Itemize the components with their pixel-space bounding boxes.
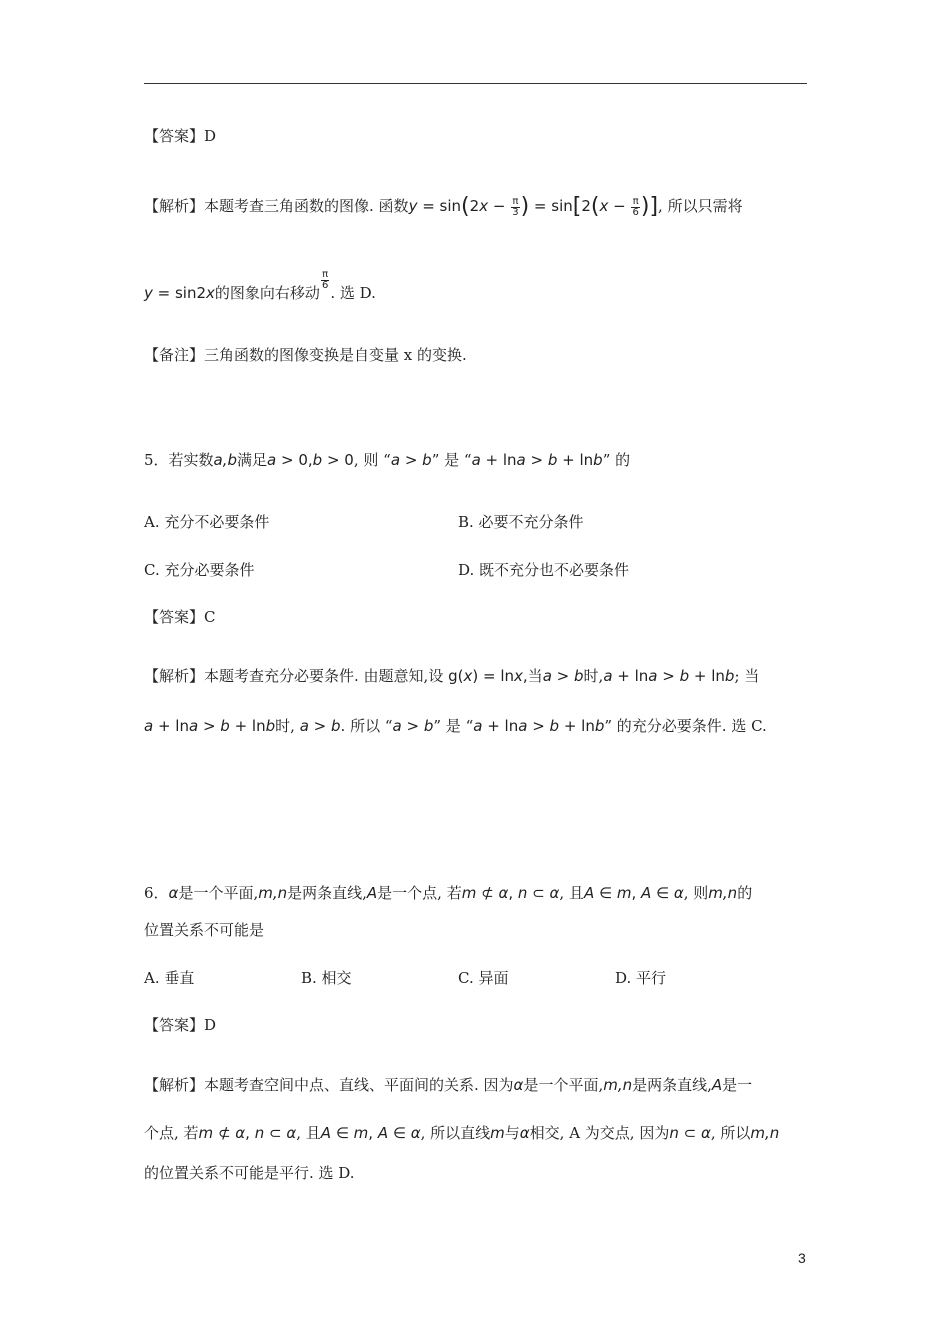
q4-analysis-line1: 【解析】本题考查三角函数的图像. 函数y = sin(2x − $\frac{\pi}{3}$ ) = sin[2(x − $\frac{\pi}{6}$ )], 所以只需将 — [144, 194, 743, 219]
page-number: 3 — [798, 1250, 806, 1266]
q4-formula: y — [408, 197, 418, 215]
q5-stem-part2: 满足 — [237, 451, 268, 469]
q6-stem-line1: 6．α是一个平面,m,n是两条直线,A是一个点, 若m ⊄ α, n ⊂ α, 且A ∈ m, A ∈ α, 则m,n的 — [144, 884, 753, 902]
q6-option-c: C. 异面 — [458, 969, 509, 987]
q6-analysis-part2: 是一个平面, — [523, 1076, 604, 1094]
q6-option-d: D. 平行 — [615, 969, 667, 987]
q5-answer: 【答案】C — [144, 608, 216, 626]
q5-analysis-part4: ; 当 — [734, 667, 760, 685]
q6-analysis-part9: 相交, A 为交点, 因为 — [529, 1124, 670, 1142]
q5-stem-part5: ” 的 — [602, 451, 631, 469]
q6-analysis-part4: 是一 — [722, 1076, 753, 1094]
q5-option-c: C. 充分必要条件 — [144, 561, 255, 579]
q6-stem-part6: , 则 — [683, 884, 709, 902]
q5-analysis-part6: . 所以 “ — [340, 717, 393, 735]
q6-stem-part7: 的 — [737, 884, 753, 902]
q6-analysis-line3: 的位置关系不可能是平行. 选 D. — [144, 1164, 355, 1182]
q6-analysis-part7: , 所以直线 — [420, 1124, 491, 1142]
q5-stem-part4: ” 是 “ — [431, 451, 472, 469]
q5-analysis-part7: ” 是 “ — [433, 717, 474, 735]
q4-answer: 【答案】D — [144, 127, 217, 145]
q6-stem-part1: 6． — [144, 884, 169, 902]
q5-option-b: B. 必要不充分条件 — [458, 513, 584, 531]
q6-analysis-part6: , 且 — [296, 1124, 321, 1142]
q4-analysis-text3: 的图象向右移动 — [214, 284, 320, 302]
q6-analysis-part8: 与 — [504, 1124, 520, 1142]
q6-stem-part3: 是两条直线, — [287, 884, 367, 902]
q5-analysis-part5: 时, — [275, 717, 295, 735]
q5-stem-part1: 5．若实数 — [144, 451, 214, 469]
q6-answer: 【答案】D — [144, 1016, 217, 1034]
q5-option-d: D. 既不充分也不必要条件 — [458, 561, 630, 579]
q6-analysis-part5: 个点, 若 — [144, 1124, 199, 1142]
q5-stem-part3: , 则 “ — [353, 451, 391, 469]
q4-analysis-text1: 本题考查三角函数的图像. 函数 — [204, 197, 409, 215]
q5-analysis-part8: ” 的充分必要条件. 选 C. — [604, 717, 767, 735]
q6-analysis-part10: , 所以 — [710, 1124, 751, 1142]
q4-analysis-text2: , 所以只需将 — [658, 197, 743, 215]
q6-option-b: B. 相交 — [301, 969, 352, 987]
q6-analysis-line1: 【解析】本题考查空间中点、直线、平面间的关系. 因为α是一个平面,m,n是两条直线,A是一 — [144, 1076, 753, 1094]
q5-analysis-line2: a + lna > b + lnb时, a > b. 所以 “a > b” 是 “a + lna > b + lnb” 的充分必要条件. 选 C. — [144, 717, 767, 735]
q6-stem-part5: , 且 — [559, 884, 584, 902]
q6-analysis-line2: 个点, 若m ⊄ α, n ⊂ α, 且A ∈ m, A ∈ α, 所以直线m与α相交, A 为交点, 因为n ⊂ α, 所以m,n — [144, 1124, 780, 1142]
q4-note: 【备注】三角函数的图像变换是自变量 x 的变换. — [144, 346, 467, 364]
q5-stem: 5．若实数a,b满足a > 0,b > 0, 则 “a > b” 是 “a + lna > b + lnb” 的 — [144, 451, 631, 469]
q5-option-a: A. 充分不必要条件 — [144, 513, 270, 531]
header-rule — [144, 83, 807, 84]
q4-analysis-text4: . 选 D. — [330, 284, 376, 302]
q5-analysis-part3: 时, — [583, 667, 604, 685]
q4-analysis-line2: y = sin2x的图象向右移动 $\frac{\pi}{6}$ . 选 D. — [144, 269, 376, 302]
q4-analysis-label: 【解析】 — [144, 197, 205, 215]
q6-analysis-part3: 是两条直线, — [632, 1076, 712, 1094]
q5-analysis-part1: 【解析】本题考查充分必要条件. 由题意知, — [144, 667, 429, 685]
q5-analysis-line1: 【解析】本题考查充分必要条件. 由题意知,设 g(x) = lnx,当a > b时,a + lna > b + lnb; 当 — [144, 667, 760, 685]
q5-analysis-part2: 当 — [527, 667, 543, 685]
q6-stem-part2: 是一个平面, — [178, 884, 259, 902]
q6-stem-line2: 位置关系不可能是 — [144, 921, 265, 939]
q6-stem-part4: 是一个点, 若 — [377, 884, 462, 902]
q6-analysis-part1: 【解析】本题考查空间中点、直线、平面间的关系. 因为 — [144, 1076, 514, 1094]
q6-option-a: A. 垂直 — [144, 969, 195, 987]
